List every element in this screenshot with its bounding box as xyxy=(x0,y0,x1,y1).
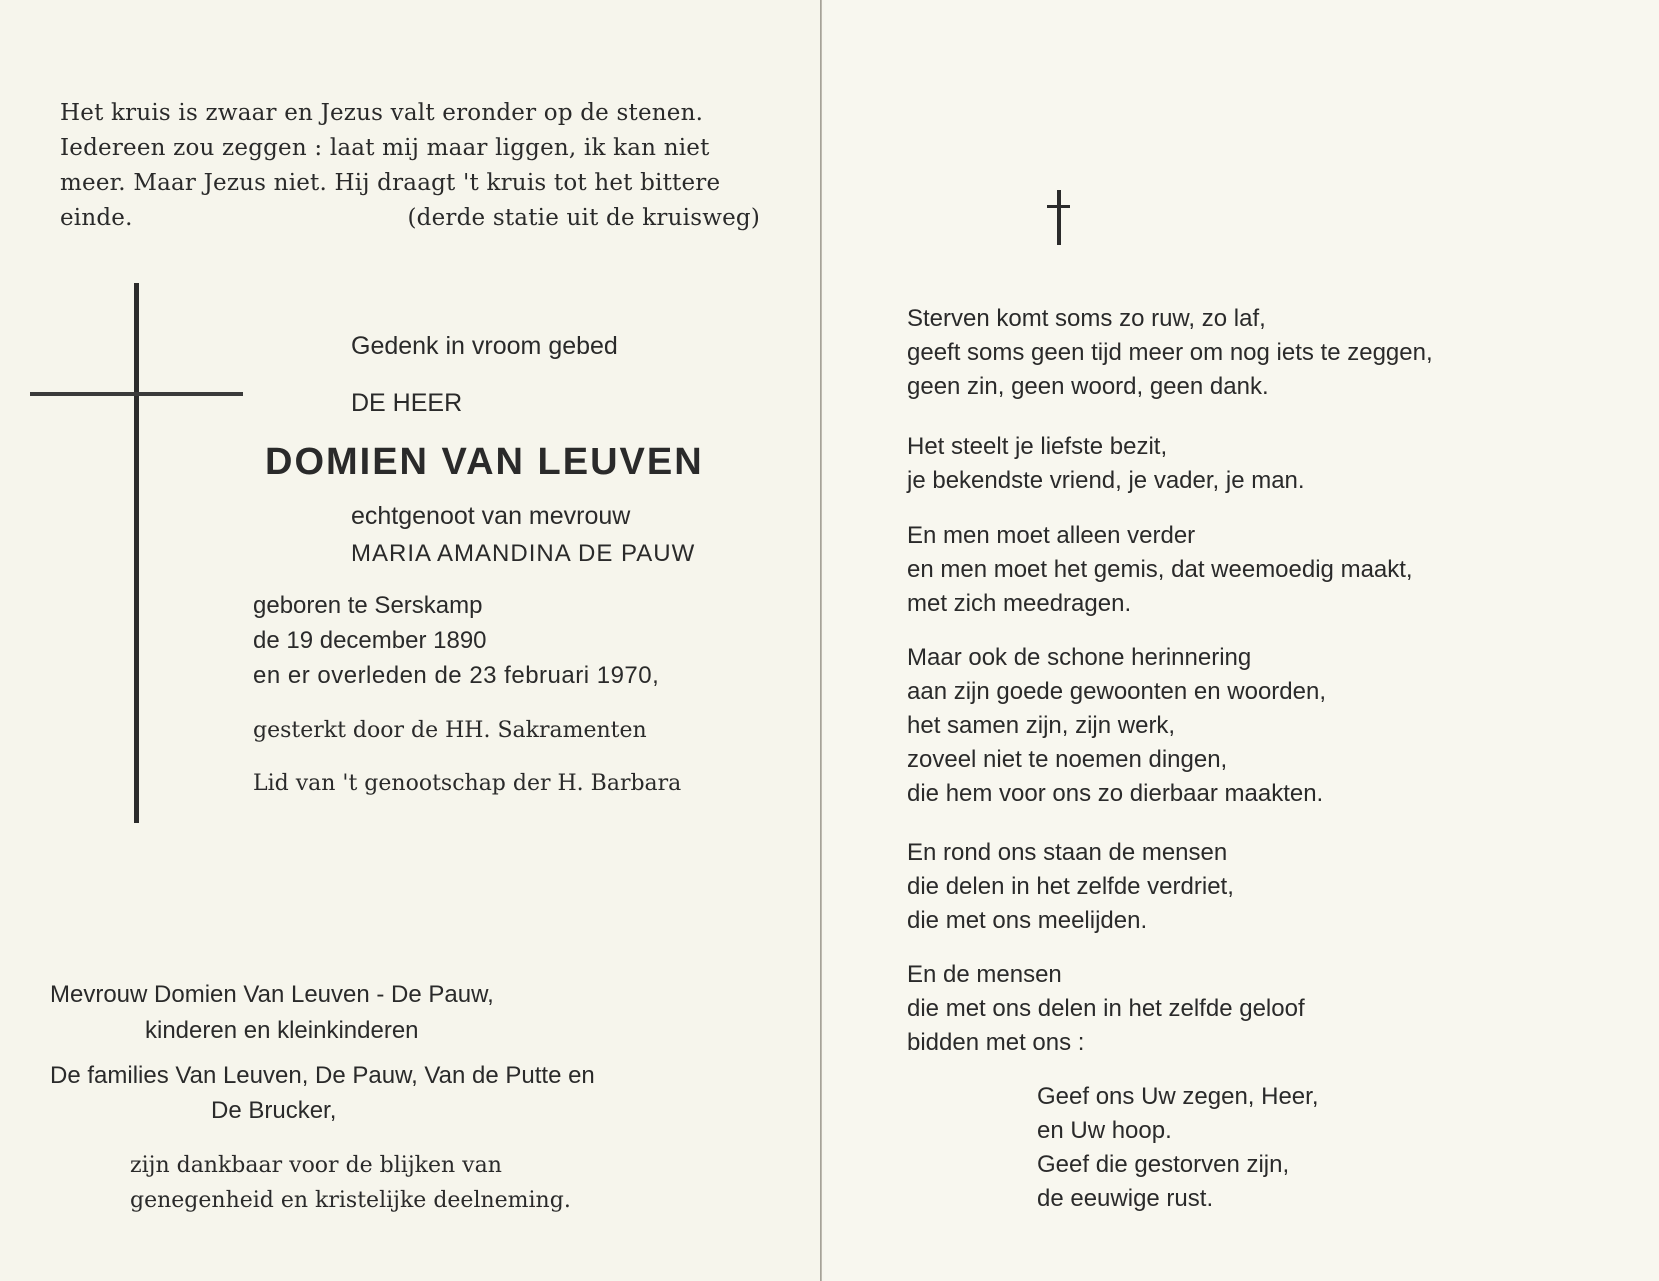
thanks-line: zijn dankbaar voor de blijken van xyxy=(130,1153,502,1178)
prayer-line: Geef die gestorven zijn, xyxy=(1037,1151,1290,1178)
spouse-name: MARIA AMANDINA DE PAUW xyxy=(351,540,696,567)
membership-line: Lid van 't genootschap der H. Barbara xyxy=(253,771,682,796)
spouse-intro: echtgenoot van mevrouw xyxy=(351,502,631,530)
quote-line: meer. Maar Jezus niet. Hij draagt 't kruis tot het bittere xyxy=(60,170,721,196)
poem-line: En rond ons staan de mensen xyxy=(907,839,1228,866)
poem-line: het samen zijn, zijn werk, xyxy=(907,712,1176,739)
poem-stanza-3 xyxy=(907,519,1413,621)
title-line: DE HEER xyxy=(351,389,463,417)
deceased-name: DOMIEN VAN LEUVEN xyxy=(265,441,704,483)
poem-stanza-4 xyxy=(907,641,1326,811)
poem-line: die met ons meelijden. xyxy=(907,907,1148,934)
family-line: kinderen en kleinkinderen xyxy=(145,1017,419,1044)
poem-line: geen zin, geen woord, geen dank. xyxy=(907,373,1269,400)
prayer-line: en Uw hoop. xyxy=(1037,1117,1172,1144)
birth-date: de 19 december 1890 xyxy=(253,627,487,654)
poem-line: zoveel niet te noemen dingen, xyxy=(907,746,1228,773)
quote-line: Iedereen zou zeggen : laat mij maar liggen, ik kan niet xyxy=(60,135,710,161)
quote-line: einde. xyxy=(60,205,133,231)
birth-place: geboren te Serskamp xyxy=(253,592,483,619)
death-date: en er overleden de 23 februari 1970, xyxy=(253,662,660,689)
poem-stanza-1 xyxy=(907,302,1433,404)
poem-stanza-6 xyxy=(907,958,1305,1060)
poem-line: die delen in het zelfde verdriet, xyxy=(907,873,1234,900)
card-fold xyxy=(820,0,822,1281)
poem-line: Sterven komt soms zo ruw, zo laf, xyxy=(907,305,1266,332)
prayer-line: Geef ons Uw zegen, Heer, xyxy=(1037,1083,1319,1110)
cross-vertical-bar xyxy=(134,283,139,823)
small-cross-horizontal xyxy=(1047,205,1070,208)
poem-line: En de mensen xyxy=(907,961,1062,988)
cross-horizontal-bar xyxy=(30,392,243,396)
sacraments-line: gesterkt door de HH. Sakramenten xyxy=(253,718,647,743)
poem-line: die met ons delen in het zelfde geloof xyxy=(907,995,1305,1022)
small-cross-vertical xyxy=(1057,190,1061,245)
poem-line: bidden met ons : xyxy=(907,1029,1085,1056)
thanks-line: genegenheid en kristelijke deelneming. xyxy=(130,1188,571,1213)
prayer-line: de eeuwige rust. xyxy=(1037,1185,1214,1212)
poem-line: Maar ook de schone herinnering xyxy=(907,644,1252,671)
poem-stanza-2 xyxy=(907,430,1305,498)
prayer-stanza xyxy=(1037,1080,1318,1216)
poem-line: je bekendste vriend, je vader, je man. xyxy=(907,467,1305,494)
gedenk-line: Gedenk in vroom gebed xyxy=(351,332,618,360)
poem-line: aan zijn goede gewoonten en woorden, xyxy=(907,678,1326,705)
opening-quote xyxy=(60,96,760,236)
family-line: Mevrouw Domien Van Leuven - De Pauw, xyxy=(50,981,494,1008)
family-line: De Brucker, xyxy=(211,1097,337,1124)
poem-line: met zich meedragen. xyxy=(907,590,1132,617)
poem-line: En men moet alleen verder xyxy=(907,522,1196,549)
poem-line: geeft soms geen tijd meer om nog iets te zeggen, xyxy=(907,339,1433,366)
quote-source: (derde statie uit de kruisweg) xyxy=(407,205,760,231)
poem-line: Het steelt je liefste bezit, xyxy=(907,433,1168,460)
quote-line: Het kruis is zwaar en Jezus valt eronder op de stenen. xyxy=(60,100,704,126)
family-line: De families Van Leuven, De Pauw, Van de Putte en xyxy=(50,1062,595,1089)
poem-line: en men moet het gemis, dat weemoedig maakt, xyxy=(907,556,1413,583)
poem-stanza-5 xyxy=(907,836,1234,938)
poem-line: die hem voor ons zo dierbaar maakten. xyxy=(907,780,1324,807)
